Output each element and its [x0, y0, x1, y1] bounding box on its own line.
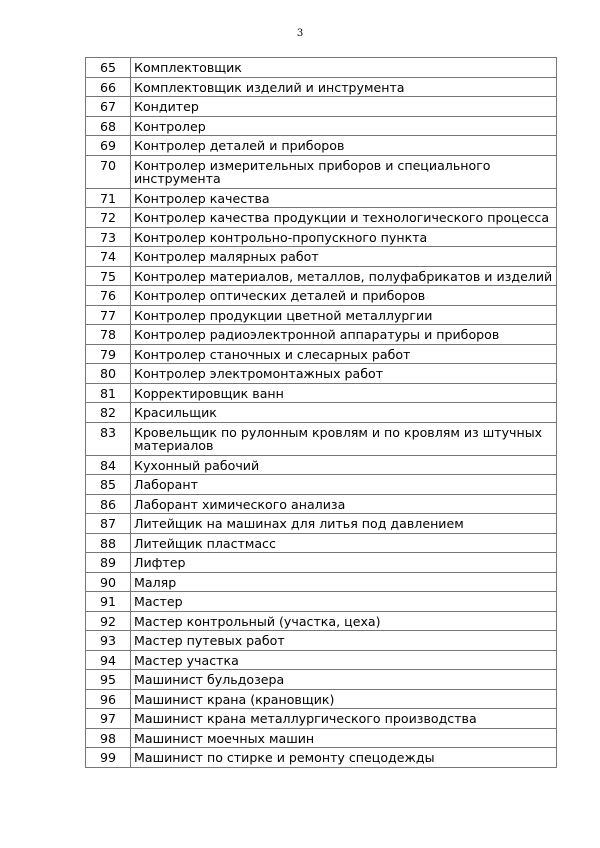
table-row [86, 533, 557, 553]
table-row [86, 266, 557, 286]
profession-title: Контролер продукции цветной металлургии [131, 305, 557, 325]
row-number: 89 [86, 553, 131, 573]
row-number: 91 [86, 592, 131, 612]
table-row [86, 670, 557, 690]
row-number: 66 [86, 77, 131, 97]
row-number: 94 [86, 650, 131, 670]
table-row [86, 689, 557, 709]
profession-title: Маляр [131, 572, 557, 592]
row-number: 77 [86, 305, 131, 325]
profession-title: Машинист крана металлургического производства [131, 709, 557, 729]
table-row [86, 116, 557, 136]
table-row [86, 611, 557, 631]
profession-title: Машинист моечных машин [131, 728, 557, 748]
table-row [86, 77, 557, 97]
profession-title: Лифтер [131, 553, 557, 573]
row-number: 99 [86, 748, 131, 768]
profession-title: Корректировщик ванн [131, 383, 557, 403]
row-number: 81 [86, 383, 131, 403]
row-number: 67 [86, 97, 131, 117]
row-number: 68 [86, 116, 131, 136]
profession-title: Мастер участка [131, 650, 557, 670]
profession-title: Лаборант [131, 475, 557, 495]
table-row [86, 305, 557, 325]
profession-title: Литейщик на машинах для литья под давлением [131, 514, 557, 534]
row-number: 80 [86, 364, 131, 384]
row-number: 71 [86, 188, 131, 208]
profession-title: Машинист крана (крановщик) [131, 689, 557, 709]
table-row [86, 58, 557, 78]
row-number: 95 [86, 670, 131, 690]
profession-title: Контролер электромонтажных работ [131, 364, 557, 384]
table-row [86, 650, 557, 670]
table-row [86, 227, 557, 247]
profession-title: Кровельщик по рулонным кровлям и по кровлям из штучных материалов [131, 422, 557, 455]
table-row [86, 364, 557, 384]
row-number: 84 [86, 455, 131, 475]
profession-title: Контролер материалов, металлов, полуфабрикатов и изделий [131, 266, 557, 286]
profession-title: Контролер малярных работ [131, 247, 557, 267]
row-number: 98 [86, 728, 131, 748]
row-number: 88 [86, 533, 131, 553]
table-row [86, 631, 557, 651]
table-row [86, 247, 557, 267]
row-number: 75 [86, 266, 131, 286]
profession-title: Лаборант химического анализа [131, 494, 557, 514]
profession-title: Кондитер [131, 97, 557, 117]
row-number: 82 [86, 403, 131, 423]
profession-title: Контролер качества продукции и технологического процесса [131, 208, 557, 228]
profession-title: Литейщик пластмасс [131, 533, 557, 553]
table-row [86, 403, 557, 423]
profession-title: Комплектовщик изделий и инструмента [131, 77, 557, 97]
row-number: 83 [86, 422, 131, 455]
table-row [86, 188, 557, 208]
row-number: 85 [86, 475, 131, 495]
table-row [86, 155, 557, 188]
table-row [86, 572, 557, 592]
table-row [86, 136, 557, 156]
row-number: 74 [86, 247, 131, 267]
profession-title: Мастер [131, 592, 557, 612]
table-row [86, 97, 557, 117]
row-number: 93 [86, 631, 131, 651]
profession-title: Машинист по стирке и ремонту спецодежды [131, 748, 557, 768]
row-number: 92 [86, 611, 131, 631]
profession-title: Контролер качества [131, 188, 557, 208]
professions-table [85, 57, 557, 768]
table-row [86, 422, 557, 455]
table-row [86, 728, 557, 748]
profession-title: Кухонный рабочий [131, 455, 557, 475]
table-row [86, 592, 557, 612]
professions-table-body [86, 58, 557, 768]
table-row [86, 383, 557, 403]
row-number: 73 [86, 227, 131, 247]
profession-title: Мастер контрольный (участка, цеха) [131, 611, 557, 631]
table-row [86, 286, 557, 306]
profession-title: Контролер [131, 116, 557, 136]
row-number: 86 [86, 494, 131, 514]
table-row [86, 455, 557, 475]
table-row [86, 709, 557, 729]
table-row [86, 748, 557, 768]
profession-title: Контролер измерительных приборов и специального инструмента [131, 155, 557, 188]
row-number: 65 [86, 58, 131, 78]
row-number: 79 [86, 344, 131, 364]
profession-title: Машинист бульдозера [131, 670, 557, 690]
row-number: 69 [86, 136, 131, 156]
table-row [86, 553, 557, 573]
profession-title: Контролер оптических деталей и приборов [131, 286, 557, 306]
row-number: 90 [86, 572, 131, 592]
profession-title: Контролер контрольно-пропускного пункта [131, 227, 557, 247]
profession-title: Контролер станочных и слесарных работ [131, 344, 557, 364]
table-row [86, 344, 557, 364]
row-number: 87 [86, 514, 131, 534]
profession-title: Комплектовщик [131, 58, 557, 78]
row-number: 72 [86, 208, 131, 228]
table-row [86, 475, 557, 495]
row-number: 70 [86, 155, 131, 188]
page-number: 3 [296, 28, 304, 39]
row-number: 96 [86, 689, 131, 709]
profession-title: Мастер путевых работ [131, 631, 557, 651]
profession-title: Контролер радиоэлектронной аппаратуры и приборов [131, 325, 557, 345]
row-number: 76 [86, 286, 131, 306]
profession-title: Красильщик [131, 403, 557, 423]
row-number: 97 [86, 709, 131, 729]
row-number: 78 [86, 325, 131, 345]
table-row [86, 325, 557, 345]
table-row [86, 208, 557, 228]
profession-title: Контролер деталей и приборов [131, 136, 557, 156]
table-row [86, 514, 557, 534]
table-row [86, 494, 557, 514]
